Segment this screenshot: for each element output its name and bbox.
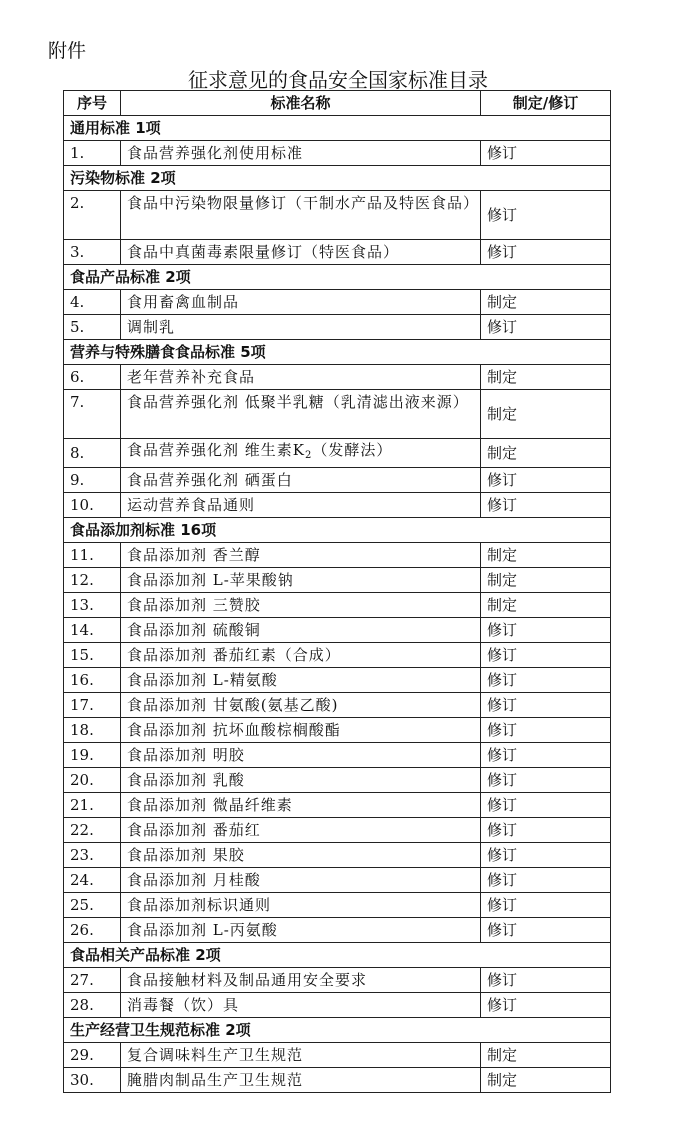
standard-type: 修订 xyxy=(481,993,611,1018)
standard-type: 制定 xyxy=(481,365,611,390)
standard-type: 修订 xyxy=(481,141,611,166)
header-num: 序号 xyxy=(64,91,121,116)
table-row xyxy=(64,643,611,668)
header-type: 制定/修订 xyxy=(481,91,611,116)
table-row xyxy=(64,743,611,768)
table-row xyxy=(64,793,611,818)
standard-type: 制定 xyxy=(481,593,611,618)
standard-name xyxy=(121,439,481,468)
table-header-row xyxy=(64,91,611,116)
standard-name: 食品添加剂 明胶 xyxy=(121,743,481,768)
table-row xyxy=(64,290,611,315)
standard-name: 食品添加剂 抗坏血酸棕榈酸酯 xyxy=(121,718,481,743)
standard-type: 修订 xyxy=(481,918,611,943)
standard-name: 食品营养强化剂 低聚半乳糖（乳清滤出液来源） xyxy=(121,390,481,439)
table-row xyxy=(64,191,611,240)
standard-type: 制定 xyxy=(481,1068,611,1093)
standard-type: 制定 xyxy=(481,568,611,593)
table-row xyxy=(64,893,611,918)
table-row xyxy=(64,618,611,643)
row-number: 28. xyxy=(64,993,121,1018)
standard-type: 修订 xyxy=(481,618,611,643)
row-number: 14. xyxy=(64,618,121,643)
standard-name: 食品添加剂 乳酸 xyxy=(121,768,481,793)
standard-type: 修订 xyxy=(481,468,611,493)
row-number: 24. xyxy=(64,868,121,893)
table-row xyxy=(64,668,611,693)
standard-name: 调制乳 xyxy=(121,315,481,340)
standard-name: 食品添加剂 甘氨酸(氨基乙酸) xyxy=(121,693,481,718)
standard-type: 修订 xyxy=(481,843,611,868)
standard-name-text: 食品营养强化剂 维生素K xyxy=(127,441,305,459)
standard-name: 食品接触材料及制品通用安全要求 xyxy=(121,968,481,993)
table-row xyxy=(64,993,611,1018)
table-row xyxy=(64,468,611,493)
row-number: 22. xyxy=(64,818,121,843)
standard-type: 修订 xyxy=(481,493,611,518)
table-row xyxy=(64,868,611,893)
standard-name: 食品添加剂 L-精氨酸 xyxy=(121,668,481,693)
section-title: 食品相关产品标准 2项 xyxy=(64,943,611,968)
row-number: 26. xyxy=(64,918,121,943)
section-title: 生产经营卫生规范标准 2项 xyxy=(64,1018,611,1043)
section-row xyxy=(64,166,611,191)
standard-name: 食品添加剂 L-苹果酸钠 xyxy=(121,568,481,593)
table-row xyxy=(64,1068,611,1093)
standard-type: 修订 xyxy=(481,240,611,265)
standard-name-tail: （发酵法） xyxy=(312,441,393,459)
section-title: 食品产品标准 2项 xyxy=(64,265,611,290)
standard-name: 运动营养食品通则 xyxy=(121,493,481,518)
standard-name: 食品添加剂 香兰醇 xyxy=(121,543,481,568)
row-number: 18. xyxy=(64,718,121,743)
standard-type: 制定 xyxy=(481,439,611,468)
standard-type: 修订 xyxy=(481,743,611,768)
standard-type: 制定 xyxy=(481,1043,611,1068)
table-row xyxy=(64,918,611,943)
row-number: 13. xyxy=(64,593,121,618)
row-number: 23. xyxy=(64,843,121,868)
table-row xyxy=(64,968,611,993)
row-number: 30. xyxy=(64,1068,121,1093)
table-row xyxy=(64,365,611,390)
section-title: 通用标准 1项 xyxy=(64,116,611,141)
standard-type: 修订 xyxy=(481,968,611,993)
row-number: 1. xyxy=(64,141,121,166)
table-row xyxy=(64,718,611,743)
row-number: 21. xyxy=(64,793,121,818)
standard-type: 修订 xyxy=(481,718,611,743)
row-number: 4. xyxy=(64,290,121,315)
section-row xyxy=(64,518,611,543)
standard-type: 修订 xyxy=(481,693,611,718)
row-number: 10. xyxy=(64,493,121,518)
table-row xyxy=(64,315,611,340)
page-title: 征求意见的食品安全国家标准目录 xyxy=(188,68,488,92)
header-name: 标准名称 xyxy=(121,91,481,116)
standard-name: 食品中真菌毒素限量修订（特医食品） xyxy=(121,240,481,265)
table-row xyxy=(64,141,611,166)
standard-name: 复合调味料生产卫生规范 xyxy=(121,1043,481,1068)
attachment-label: 附件 xyxy=(48,40,87,62)
standard-name: 食品添加剂 L-丙氨酸 xyxy=(121,918,481,943)
section-row xyxy=(64,116,611,141)
row-number: 15. xyxy=(64,643,121,668)
table-row xyxy=(64,693,611,718)
row-number: 16. xyxy=(64,668,121,693)
table-row xyxy=(64,843,611,868)
standard-type: 修订 xyxy=(481,868,611,893)
section-row xyxy=(64,340,611,365)
standard-type: 修订 xyxy=(481,893,611,918)
row-number: 3. xyxy=(64,240,121,265)
row-number: 8. xyxy=(64,439,121,468)
standard-name: 食品添加剂 微晶纤维素 xyxy=(121,793,481,818)
standard-type: 修订 xyxy=(481,818,611,843)
row-number: 20. xyxy=(64,768,121,793)
row-number: 17. xyxy=(64,693,121,718)
section-row xyxy=(64,943,611,968)
row-number: 12. xyxy=(64,568,121,593)
section-title: 食品添加剂标准 16项 xyxy=(64,518,611,543)
row-number: 27. xyxy=(64,968,121,993)
section-title: 污染物标准 2项 xyxy=(64,166,611,191)
standard-type: 制定 xyxy=(481,290,611,315)
subscript: 2 xyxy=(304,450,313,461)
section-row xyxy=(64,1018,611,1043)
standard-type: 制定 xyxy=(481,543,611,568)
standard-type: 修订 xyxy=(481,793,611,818)
standard-type: 修订 xyxy=(481,768,611,793)
standard-type: 修订 xyxy=(481,643,611,668)
standard-type: 制定 xyxy=(481,390,611,439)
standard-name: 消毒餐（饮）具 xyxy=(121,993,481,1018)
row-number: 25. xyxy=(64,893,121,918)
standard-name: 食品添加剂标识通则 xyxy=(121,893,481,918)
standard-name: 食品中污染物限量修订（干制水产品及特医食品） xyxy=(121,191,481,240)
table-row xyxy=(64,493,611,518)
row-number: 7. xyxy=(64,390,121,439)
standard-name: 食品添加剂 番茄红 xyxy=(121,818,481,843)
standard-name: 食品营养强化剂 硒蛋白 xyxy=(121,468,481,493)
standard-name: 食用畜禽血制品 xyxy=(121,290,481,315)
section-title: 营养与特殊膳食食品标准 5项 xyxy=(64,340,611,365)
table-row xyxy=(64,768,611,793)
table-row xyxy=(64,439,611,468)
table-row xyxy=(64,1043,611,1068)
standard-name: 老年营养补充食品 xyxy=(121,365,481,390)
row-number: 19. xyxy=(64,743,121,768)
standard-type: 修订 xyxy=(481,315,611,340)
standard-type: 修订 xyxy=(481,191,611,240)
standard-name: 食品添加剂 硫酸铜 xyxy=(121,618,481,643)
standards-table xyxy=(63,90,611,1093)
standard-name: 食品添加剂 三赞胶 xyxy=(121,593,481,618)
table-row xyxy=(64,543,611,568)
standard-name: 食品营养强化剂使用标准 xyxy=(121,141,481,166)
row-number: 5. xyxy=(64,315,121,340)
row-number: 9. xyxy=(64,468,121,493)
row-number: 29. xyxy=(64,1043,121,1068)
table-row xyxy=(64,593,611,618)
row-number: 2. xyxy=(64,191,121,240)
standard-type: 修订 xyxy=(481,668,611,693)
table-row xyxy=(64,390,611,439)
row-number: 11. xyxy=(64,543,121,568)
standard-name: 食品添加剂 果胶 xyxy=(121,843,481,868)
section-row xyxy=(64,265,611,290)
standard-name: 食品添加剂 番茄红素（合成） xyxy=(121,643,481,668)
standard-name: 腌腊肉制品生产卫生规范 xyxy=(121,1068,481,1093)
table-row xyxy=(64,818,611,843)
table-row xyxy=(64,240,611,265)
row-number: 6. xyxy=(64,365,121,390)
table-row xyxy=(64,568,611,593)
table-body xyxy=(64,116,611,1093)
standard-name: 食品添加剂 月桂酸 xyxy=(121,868,481,893)
